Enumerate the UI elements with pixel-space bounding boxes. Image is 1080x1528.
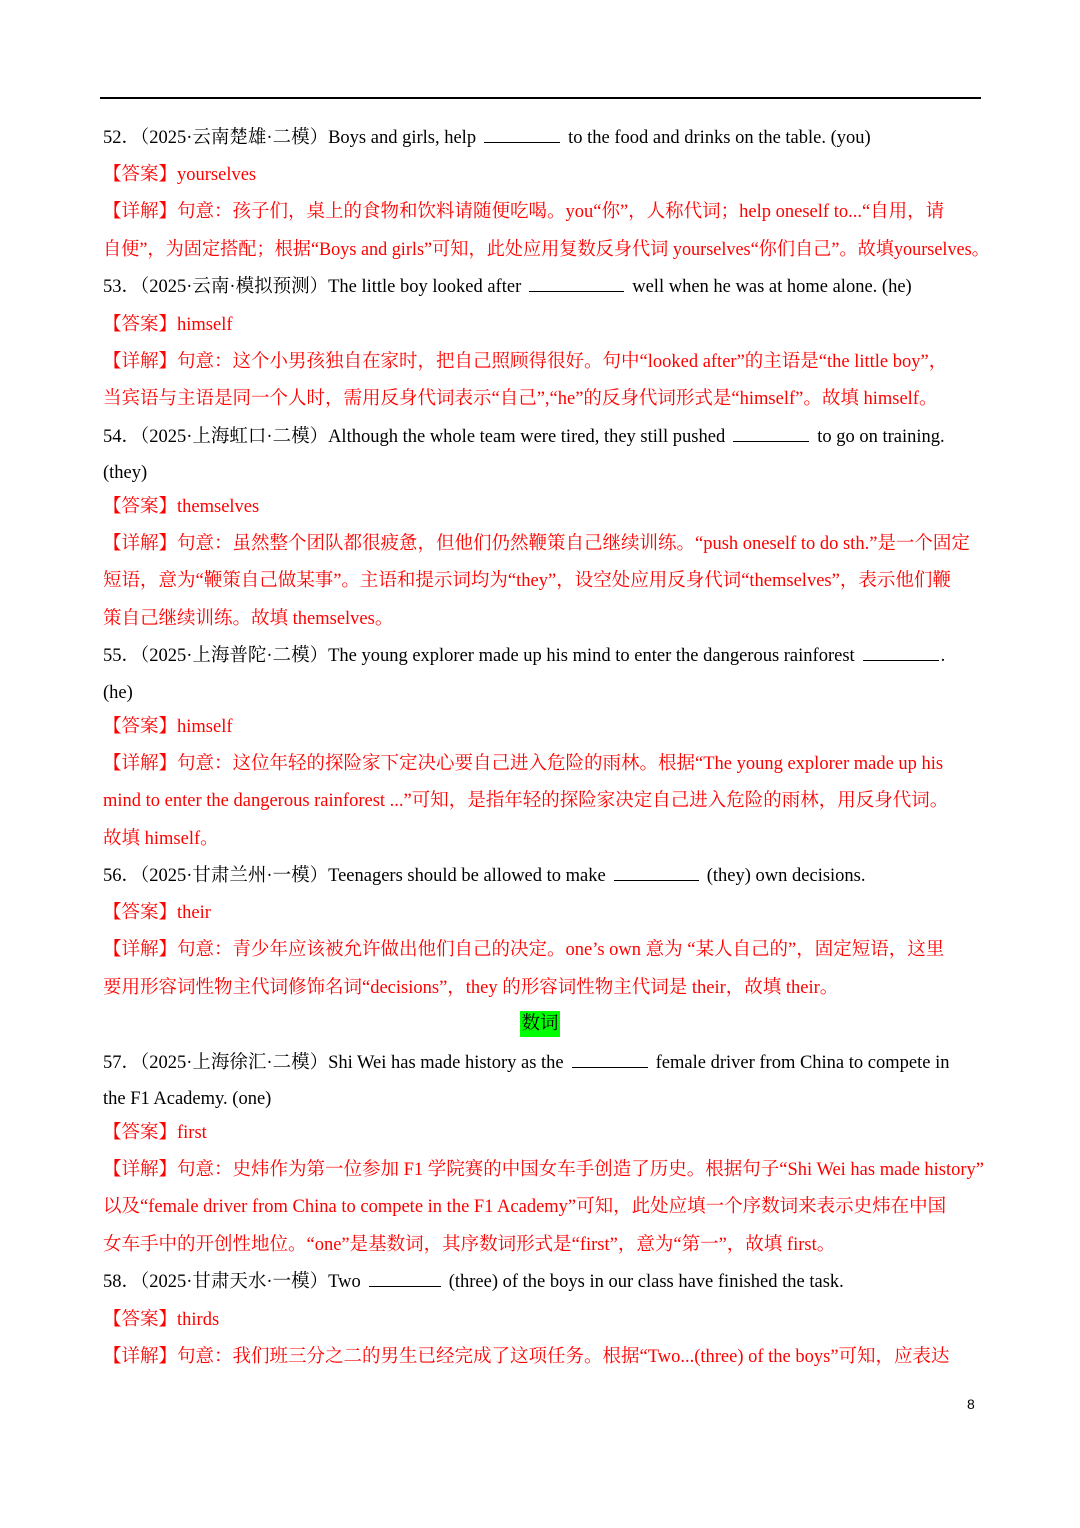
question-55 [103,644,945,668]
explanation-53-line2: 当宾语与主语是同一个人时，需用反身代词表示“自己”,“he”的反身代词形式是“himself”。故填 himself。 [103,389,938,409]
question-text: 58．（2025·甘肃天水·一模）Two [103,1272,361,1292]
question-54 [103,425,945,449]
answer-56: 【答案】their [103,903,211,923]
question-53 [103,275,912,299]
question-text: 54．（2025·上海虹口·二模）Although the whole team were tired, they still pushed [103,427,726,447]
question-52 [103,126,871,150]
answer-blank [863,645,939,661]
explanation-55-line2: mind to enter the dangerous rainforest ...”可知，是指年轻的探险家决定自己进入危险的雨林，用反身代词。 [103,791,949,811]
question-text-cont: female driver from China to compete in [655,1053,950,1073]
explanation-54-line3: 策自己继续训练。故填 themselves。 [103,609,394,629]
question-text-cont: to the food and drinks on the table. (you) [568,128,871,148]
question-text-cont: . [940,646,946,666]
answer-54: 【答案】themselves [103,497,260,517]
explanation-56-line2: 要用形容词性物主代词修饰名词“decisions”，they 的形容词性物主代词是 their，故填 their。 [103,978,839,998]
question-text-cont: to go on training. [817,427,945,447]
question-text-cont: well when he was at home alone. (he) [632,277,912,297]
explanation-57-line2: 以及“female driver from China to compete in the F1 Academy”可知，此处应填一个序数词来表示史炜在中国 [103,1197,947,1217]
explanation-56-line1: 【详解】句意：青少年应该被允许做出他们自己的决定。one’s own 意为 “某人自己的”，固定短语，这里 [103,940,945,960]
question-text: 57．（2025·上海徐汇·二模）Shi Wei has made history as the [103,1053,564,1073]
header-rule [100,97,981,99]
explanation-57-line3: 女车手中的开创性地位。“one”是基数词，其序数词形式是“first”，意为“第一”，故填 first。 [103,1235,836,1255]
explanation-54-line1: 【详解】句意：虽然整个团队都很疲惫，但他们仍然鞭策自己继续训练。“push oneself to do sth.”是一个固定 [103,534,970,554]
question-58 [103,1270,844,1294]
question-text-cont: (they) own decisions. [706,866,866,886]
explanation-54-line2: 短语，意为“鞭策自己做某事”。主语和提示词均为“they”，设空处应用反身代词“themselves”，表示他们鞭 [103,571,951,591]
explanation-52-line1: 【详解】句意：孩子们，桌上的食物和饮料请随便吃喝。you“你”，人称代词；help oneself to...“自用，请 [103,202,945,222]
explanation-53-line1: 【详解】句意：这个小男孩独自在家时，把自己照顾得很好。句中“looked after”的主语是“the little boy”， [103,352,948,372]
question-55-hint: (he) [103,683,133,703]
answer-55: 【答案】himself [103,717,233,737]
answer-blank [529,276,624,292]
explanation-57-line1: 【详解】句意：史炜作为第一位参加 F1 学院赛的中国女车手创造了历史。根据句子“Shi Wei has made history” [103,1160,985,1180]
answer-blank [614,865,699,881]
explanation-55-line3: 故填 himself。 [103,829,219,849]
answer-blank [733,426,809,442]
answer-52: 【答案】yourselves [103,165,257,185]
explanation-58-line1: 【详解】句意：我们班三分之二的男生已经完成了这项任务。根据“Two...(three) of the boys”可知，应表达 [103,1347,950,1367]
answer-blank [484,127,560,143]
answer-blank [572,1052,648,1068]
question-text: 52．（2025·云南楚雄·二模）Boys and girls, help [103,128,477,148]
answer-blank [369,1271,441,1287]
question-57 [103,1051,949,1075]
question-text: 53．（2025·云南·模拟预测）The little boy looked after [103,277,522,297]
explanation-52-line2: 自便”，为固定搭配；根据“Boys and girls”可知，此处应用复数反身代词 yourselves“你们自己”。故填yourselves。 [103,240,990,260]
question-text: 55．（2025·上海普陀·二模）The young explorer made up his mind to enter the dangerous rainforest [103,646,855,666]
question-54-hint: (they) [103,463,148,483]
question-text-cont: (three) of the boys in our class have finished the task. [448,1272,844,1292]
question-56 [103,864,866,888]
answer-53: 【答案】himself [103,315,233,335]
section-title-numerals: 数词 [520,1011,560,1037]
explanation-55-line1: 【详解】句意：这位年轻的探险家下定决心要自己进入危险的雨林。根据“The young explorer made up his [103,754,944,774]
question-57-cont: the F1 Academy. (one) [103,1089,272,1109]
question-text: 56．（2025·甘肃兰州·一模）Teenagers should be allowed to make [103,866,606,886]
page-number: 8 [967,1396,975,1412]
answer-58: 【答案】thirds [103,1310,220,1330]
answer-57: 【答案】first [103,1123,207,1143]
